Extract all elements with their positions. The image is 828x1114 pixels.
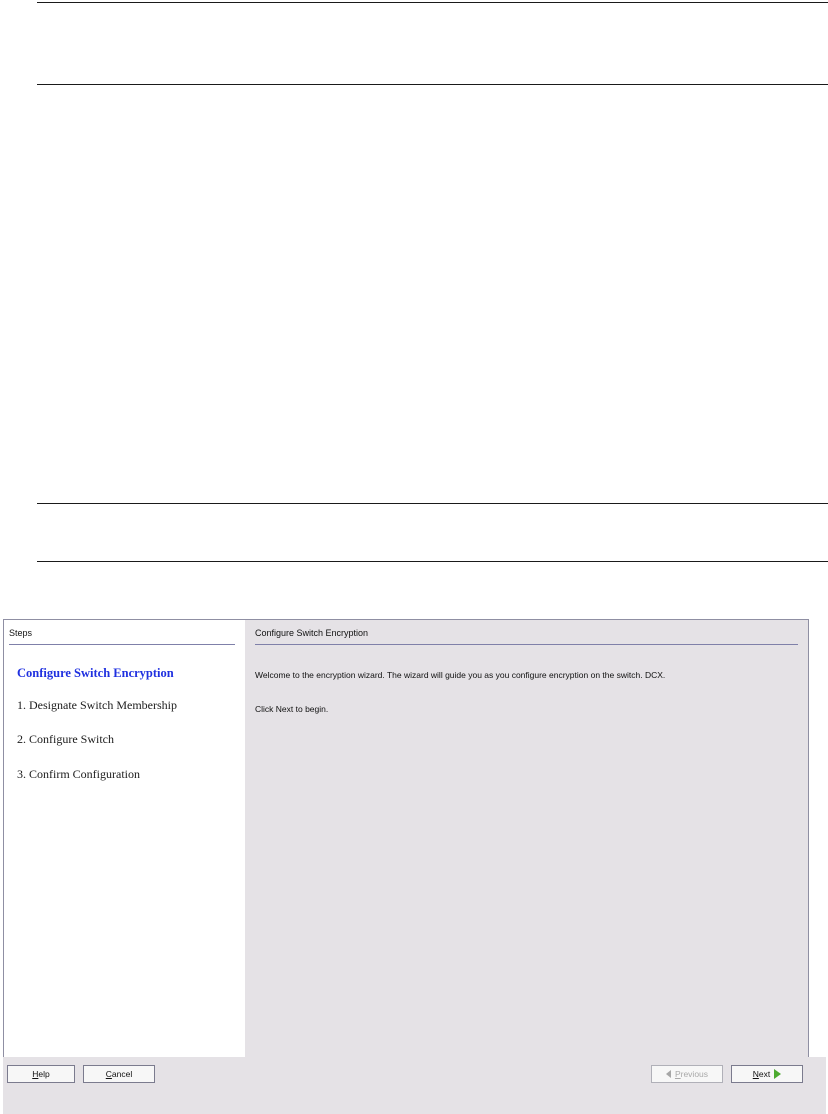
step-designate-switch-membership: 1. Designate Switch Membership (17, 698, 177, 712)
next-button[interactable] (731, 1065, 803, 1083)
horizontal-rule (37, 503, 828, 504)
previous-mnemonic: P (674, 1069, 681, 1079)
button-bar (3, 1057, 826, 1114)
content-divider (255, 644, 798, 645)
help-mnemonic: H (32, 1069, 39, 1079)
forward-arrow-icon (774, 1069, 781, 1079)
cancel-mnemonic: C (105, 1069, 112, 1079)
help-label-rest: elp (38, 1069, 50, 1079)
previous-button[interactable] (651, 1065, 723, 1083)
horizontal-rule (37, 84, 828, 85)
cancel-button[interactable] (83, 1065, 155, 1083)
steps-panel-divider (9, 644, 235, 645)
cancel-label-rest: ancel (111, 1069, 133, 1079)
step-confirm-configuration: 3. Confirm Configuration (17, 767, 140, 781)
steps-panel (4, 620, 245, 1057)
horizontal-rule (37, 561, 828, 562)
back-arrow-icon (666, 1070, 671, 1078)
instruction-text: Click Next to begin. (255, 704, 329, 714)
help-button[interactable] (7, 1065, 75, 1083)
step-configure-switch: 2. Configure Switch (17, 732, 114, 746)
content-title: Configure Switch Encryption (255, 628, 369, 638)
steps-panel-title: Steps (9, 628, 33, 638)
encryption-wizard-dialog (3, 619, 809, 1058)
horizontal-rule (37, 2, 828, 3)
previous-label-rest: revious (680, 1069, 709, 1079)
step-configure-switch-encryption: Configure Switch Encryption (17, 666, 174, 680)
next-mnemonic: N (752, 1069, 759, 1079)
welcome-text: Welcome to the encryption wizard. The wizard will guide you as you configure encryption on the switch. DCX. (255, 670, 666, 680)
next-label-rest: ext (758, 1069, 771, 1079)
content-panel (245, 620, 808, 1057)
